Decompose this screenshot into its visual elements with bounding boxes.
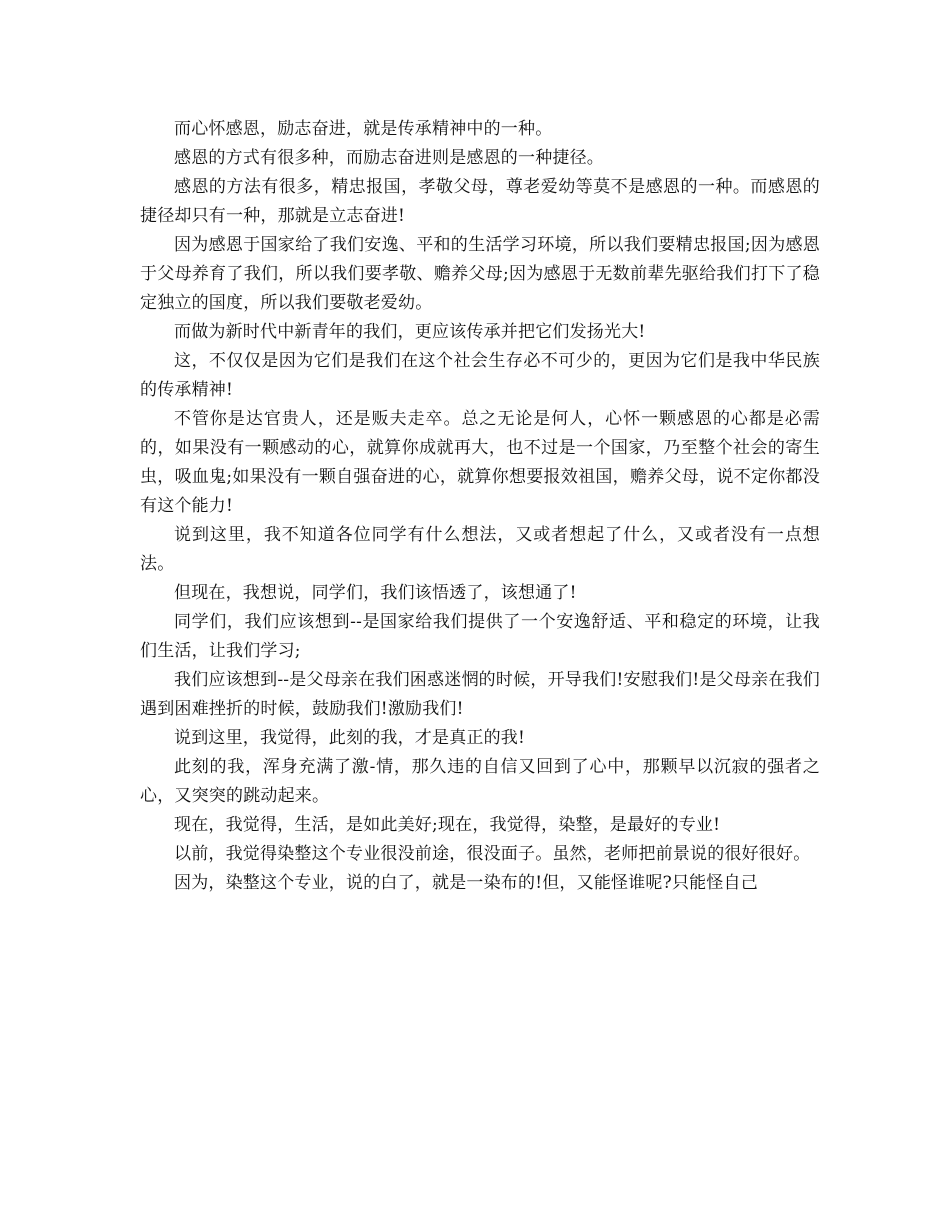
paragraph: 但现在，我想说，同学们，我们该悟透了，该想通了! (174, 583, 577, 603)
paragraph: 我们应该想到--是父母亲在我们困惑迷惘的时候，开导我们!安慰我们!是父母亲在我们遇到困难挫折的时候，鼓励我们!激励我们! (140, 670, 820, 719)
paragraph: 现在，我觉得，生活，是如此美好;现在，我觉得，染整，是最好的专业! (174, 815, 721, 835)
document-body (140, 115, 820, 898)
paragraph: 因为，染整这个专业，说的白了，就是一染布的!但，又能怪谁呢?只能怪自己 (174, 873, 758, 893)
paragraph: 这，不仅仅是因为它们是我们在这个社会生存必不可少的，更因为它们是我中华民族的传承精神! (140, 351, 820, 400)
paragraph: 而心怀感恩，励志奋进，就是传承精神中的一种。 (174, 119, 553, 139)
paragraph: 不管你是达官贵人，还是贩夫走卒。总之无论是何人，心怀一颗感恩的心都是必需的，如果没有一颗感动的心，就算你成就再大，也不过是一个国家，乃至整个社会的寄生虫，吸血鬼;如果没有一颗自强奋进的心，就算你想要报效祖国，赡养父母，说不定你都没有这个能力! (140, 409, 820, 516)
paragraph: 而做为新时代中新青年的我们，更应该传承并把它们发扬光大! (174, 322, 646, 342)
paragraph: 说到这里，我觉得，此刻的我，才是真正的我! (174, 728, 526, 748)
paragraph: 同学们，我们应该想到--是国家给我们提供了一个安逸舒适、平和稳定的环境，让我们生活，让我们学习; (140, 612, 820, 661)
paragraph: 说到这里，我不知道各位同学有什么想法，又或者想起了什么，又或者没有一点想法。 (140, 525, 820, 574)
paragraph: 此刻的我，浑身充满了激-情，那久违的自信又回到了心中，那颗早以沉寂的强者之心，又突突的跳动起来。 (140, 757, 820, 806)
paragraph: 因为感恩于国家给了我们安逸、平和的生活学习环境，所以我们要精忠报国;因为感恩于父母养育了我们，所以我们要孝敬、赡养父母;因为感恩于无数前辈先驱给我们打下了稳定独立的国度，所以我们要敬老爱幼。 (140, 235, 820, 313)
paragraph: 感恩的方式有很多种，而励志奋进则是感恩的一种捷径。 (174, 148, 604, 168)
paragraph: 以前，我觉得染整这个专业很没前途，很没面子。虽然，老师把前景说的很好很好。 (174, 844, 811, 864)
paragraph: 感恩的方法有很多，精忠报国，孝敬父母，尊老爱幼等莫不是感恩的一种。而感恩的捷径却只有一种，那就是立志奋进! (140, 177, 820, 226)
